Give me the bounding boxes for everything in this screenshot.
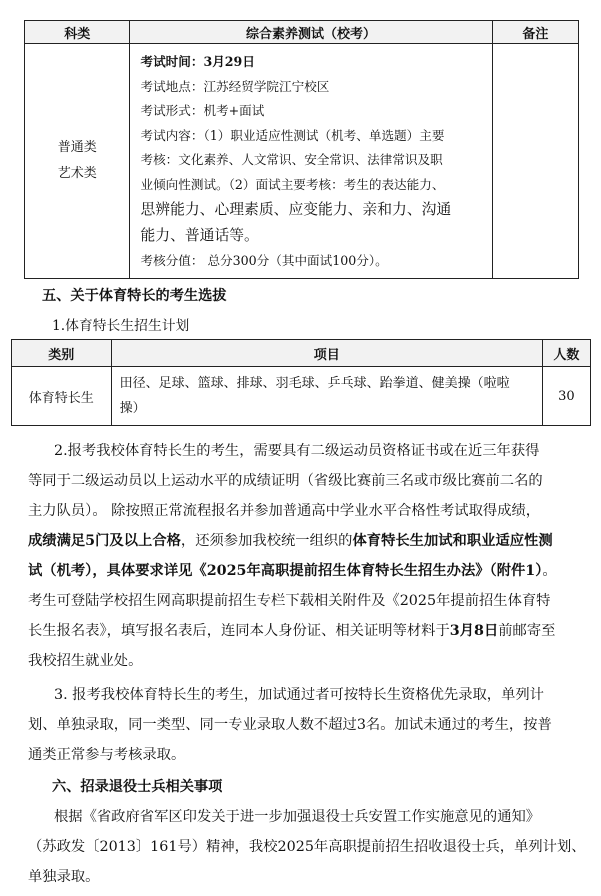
exam-format: 考试形式：机考+面试 [140, 103, 265, 118]
sports-category-cell: 体育特长生 [12, 367, 112, 426]
section6-line-1: 根据《省政府省军区印发关于进一步加强退役士兵安置工作实施意见的通知》 [54, 809, 541, 825]
para2-line-4-mid: ，还须参加我校统一组织的 [180, 533, 353, 549]
sports-plan-subheading: 1.体育特长生招生计划 [52, 318, 190, 334]
exam-content-line-1: 考试内容：（1）职业适应性测试（机考、单选题）主要 [140, 127, 445, 143]
para2-line-7 [28, 616, 588, 646]
extra-test-text: 体育特长生加试和职业适应性测 [352, 533, 553, 549]
para2-line-2: 等同于二级运动员以上运动水平的成绩证明（省级比赛前三名或市级比赛前二名的 [28, 473, 543, 489]
section-6-paragraph [28, 802, 588, 892]
exam-content-line-3: 业倾向性测试。（2）面试主要考核：考生的表达能力、 [140, 176, 445, 192]
para3-line-1: 3. 报考我校体育特长生的考生，加试通过者可按特长生资格优先录取，单列计 [54, 687, 544, 703]
para2-line-6: 考生可登陆学校招生网高职提前招生专栏下载相关附件及《2025年提前招生体育特 [28, 593, 551, 609]
paragraph-2 [28, 436, 588, 676]
para2-line-7-end: 前邮寄至 [498, 623, 556, 639]
para2-line-5 [28, 556, 588, 586]
section6-line-2: （苏政发〔2013〕161号）精神，我校2025年高职提前招生招收退役士兵，单列计划、 [28, 839, 586, 855]
requirement-detail: 试（机考），具体要求详见《2025年高职提前招生体育特长生招生办法》（附件1） [28, 563, 543, 579]
exam-location: 考试地点：江苏经贸学院江宁校区 [140, 78, 330, 94]
para3-line-2: 划、单独录取，同一类型、同一专业录取人数不超过3名。加试未通过的考生，按普 [28, 717, 552, 733]
section6-line-3: 单独录取。 [28, 869, 100, 885]
para2-line-3: 主力队员）。 除按照正常流程报名并参加普通高中学业水平合格性考试取得成绩， [28, 503, 541, 519]
exam-content-line-2: 考核：文化素养、人文常识、安全常识、法律常识及职 [140, 152, 443, 167]
pass-requirement: 成绩满足5门及以上合格 [28, 533, 181, 549]
exam-table [24, 20, 579, 279]
sports-table-row [12, 367, 591, 426]
sports-items-line-1: 田径、足球、篮球、排球、羽毛球、乒乓球、跆拳道、健美操（啦啦 [119, 376, 510, 391]
exam-header-category: 科类 [25, 21, 130, 44]
sports-header-items: 项目 [111, 340, 542, 367]
section-5-heading: 五、关于体育特长的考生选拔 [42, 288, 227, 304]
para2-line-1: 2.报考我校体育特长生的考生，需要具有二级运动员资格证书或在近三年获得 [54, 443, 540, 459]
sports-header-count: 人数 [542, 340, 590, 367]
exam-content-line-5: 能力、普通话等。 [140, 227, 259, 244]
para2-line-4 [28, 526, 588, 556]
sports-header-type: 类别 [12, 340, 112, 367]
exam-content-cell [130, 44, 492, 279]
mail-deadline: 3月8日 [449, 623, 499, 639]
para2-line-8: 我校招生就业处。 [28, 653, 143, 669]
sports-items-line-2: 操） [119, 401, 146, 416]
exam-content-line-4: 思辨能力、心理素质、应变能力、亲和力、沟通 [140, 201, 452, 218]
sports-items-cell [111, 367, 542, 426]
exam-score: 考核分值： 总分300分（其中面试100分）。 [140, 253, 388, 268]
para2-line-7-start: 长生报名表》，填写报名表后，连同本人身份证、相关证明等材料于 [28, 623, 450, 639]
sports-table-header-row [12, 340, 591, 367]
exam-header-notes: 备注 [492, 21, 578, 44]
sports-table [11, 339, 591, 426]
paragraph-3 [28, 680, 588, 770]
para2-line-5-end: 。 [542, 563, 557, 579]
exam-table-header-row [25, 21, 579, 44]
exam-time: 考试时间：3月29日 [140, 54, 255, 69]
exam-table-row [25, 44, 579, 279]
section-6-heading: 六、招录退役士兵相关事项 [52, 779, 223, 795]
para3-line-3: 通类正常参与考核录取。 [28, 747, 186, 763]
exam-header-test: 综合素养测试（校考） [130, 21, 492, 44]
sports-count-cell: 30 [542, 367, 590, 426]
category-art: 艺术类 [57, 165, 97, 181]
exam-category-cell [25, 44, 130, 279]
exam-notes-cell [492, 44, 578, 279]
category-regular: 普通类 [57, 139, 97, 155]
